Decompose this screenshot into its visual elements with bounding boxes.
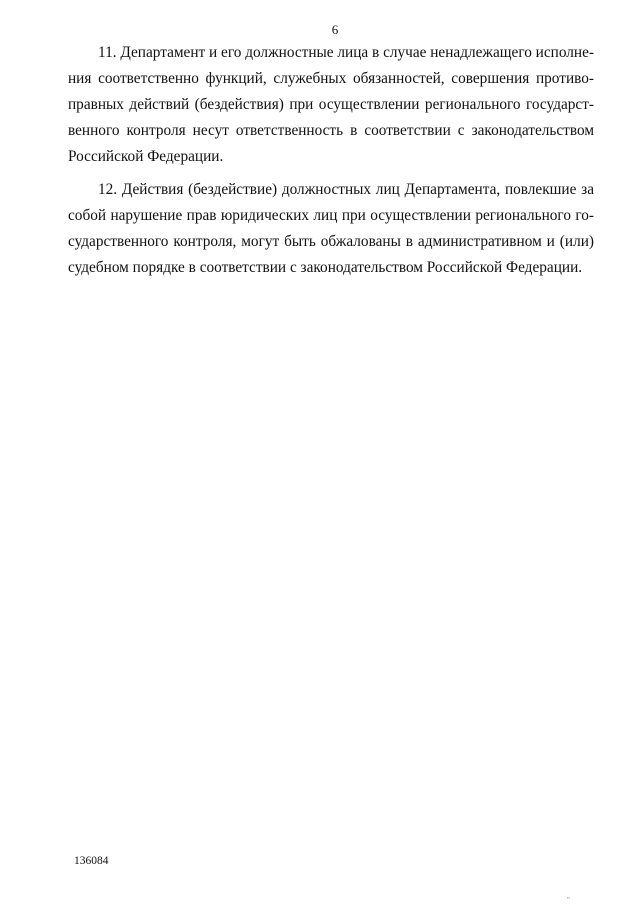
corner-mark: " (567, 896, 570, 904)
page-number: 6 (331, 22, 339, 37)
paragraph-line: Российской Федерации. (68, 148, 224, 165)
paragraph-line: сударственного контроля, могут быть обжалованы в административном и (или) (68, 233, 594, 250)
paragraph-12 (68, 177, 594, 281)
paragraph-line: 11. Департамент и его должностные лица в случае ненадлежащего исполне- (98, 44, 594, 61)
paragraph-line: ния соответственно функций, служебных обязанностей, совершения противо- (68, 70, 594, 87)
paragraph-line: собой нарушение прав юридических лиц при осуществлении регионального го- (68, 207, 594, 224)
paragraph-spacer (68, 170, 594, 177)
document-code: 136084 (74, 855, 109, 867)
paragraph-line: венного контроля несут ответственность в соответствии с законодательством (68, 122, 594, 139)
paragraph-line: 12. Действия (бездействие) должностных лиц Департамента, повлекшие за (98, 181, 594, 198)
paragraph-line: правных действий (бездействия) при осуществлении регионального государст- (68, 96, 594, 113)
document-body (68, 40, 594, 281)
paragraph-11 (68, 40, 594, 170)
paragraph-line: судебном порядке в соответствии с законодательством Российской Федерации. (68, 259, 583, 276)
